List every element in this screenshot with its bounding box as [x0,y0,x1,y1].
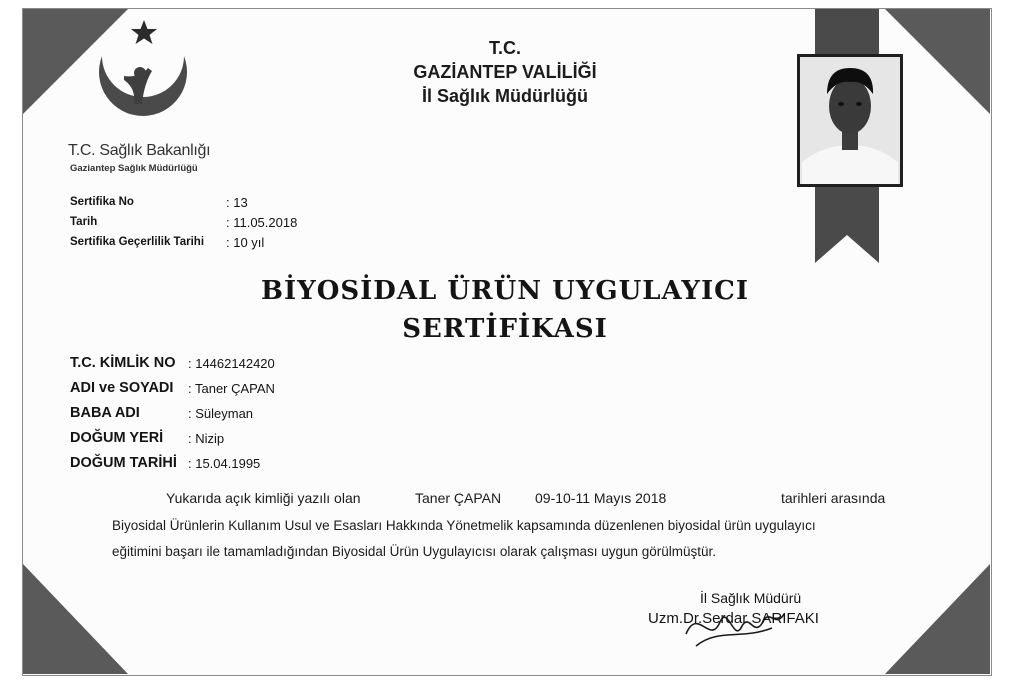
father-name-value: : Süleyman [188,406,254,421]
header-directorate: İl Sağlık Müdürlüğü [422,86,588,106]
logo-subtitle: Gaziantep Sağlık Müdürlüğü [70,163,198,174]
logo-title: T.C. Sağlık Bakanlığı [68,142,211,159]
certificate-title-line1: BİYOSİDAL ÜRÜN UYGULAYICI [261,276,749,306]
signature-name: Uzm.Dr.Serdar SARIFAKI [648,610,819,627]
full-name-label: ADI ve SOYADI [70,380,174,396]
certificate-date-label: Tarih [70,216,98,228]
body-line2: Biyosidal Ürünlerin Kullanım Usul ve Esasları Hakkında Yönetmelik kapsamında düzenlenen biyosidal ürün uygulayıcı [112,518,816,533]
certificate-validity-label: Sertifika Geçerlilik Tarihi [70,236,205,248]
birth-place-label: DOĞUM YERİ [70,430,164,446]
certificate-date-value: : 11.05.2018 [226,215,298,230]
body-line3: eğitimini başarı ile tamamladığından Biyosidal Ürün Uygulayıcısı olarak çalışması uygun görülmüştür. [112,544,717,559]
birth-date-label: DOĞUM TARİHİ [70,455,177,471]
id-number-value: : 14462142420 [188,356,275,371]
body-intro: Yukarıda açık kimliği yazılı olan [166,490,361,506]
body-dates: 09-10-11 Mayıs 2018 [535,490,667,506]
body-name: Taner ÇAPAN [415,490,502,506]
certificate-validity-value: : 10 yıl [226,235,265,250]
signature-title: İl Sağlık Müdürü [700,590,802,606]
header-tc: T.C. [488,38,521,58]
corner-bottom-right [880,564,990,674]
birth-place-value: : Nizip [188,431,225,446]
portrait-photo [797,54,903,187]
id-number-label: T.C. KİMLİK NO [70,355,176,371]
father-name-label: BABA ADI [70,405,140,421]
body-between: tarihleri arasında [781,490,886,506]
certificate-number-value: : 13 [226,195,248,210]
full-name-value: : Taner ÇAPAN [188,381,275,396]
birth-date-value: : 15.04.1995 [188,456,261,471]
ministry-logo-emblem [88,18,196,140]
header-governorship: GAZİANTEP VALİLİĞİ [413,62,597,82]
certificate-number-label: Sertifika No [70,196,134,208]
corner-bottom-left [23,564,133,674]
certificate-title-line2: SERTİFİKASI [402,314,608,344]
